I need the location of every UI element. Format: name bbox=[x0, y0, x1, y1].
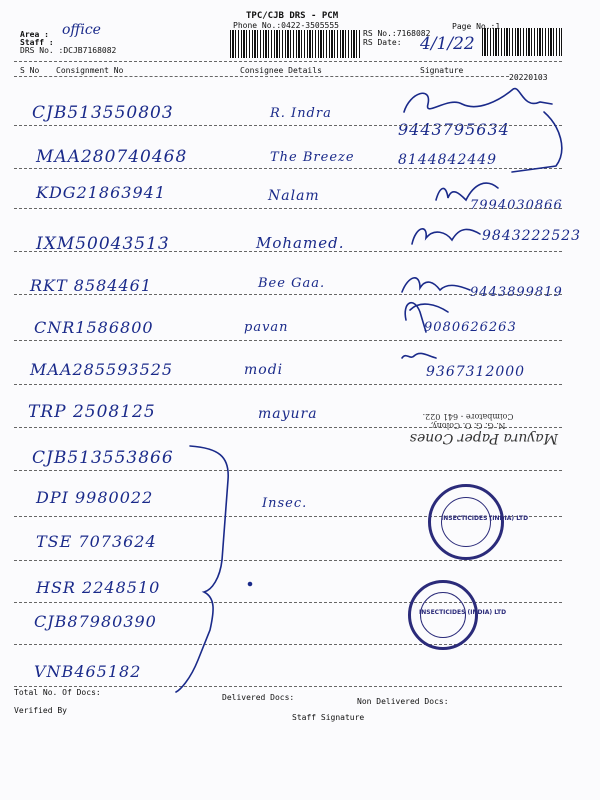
col-sno: S No bbox=[20, 66, 40, 75]
consignment-number: CNR1586800 bbox=[34, 318, 154, 337]
ink-dot bbox=[249, 583, 252, 586]
consignment-number: TRP 2508125 bbox=[28, 402, 156, 422]
col-consignment: Consignment No bbox=[56, 66, 124, 75]
consignment-number: RKT 8584461 bbox=[30, 276, 153, 295]
verified-by-label: Verified By bbox=[14, 706, 67, 715]
phone-number: Phone No.:0422-3505555 bbox=[233, 21, 339, 30]
consignment-number: TSE 7073624 bbox=[36, 532, 157, 551]
rs-date-label: RS Date: bbox=[363, 38, 402, 47]
receiver-phone: 9443899819 bbox=[470, 285, 563, 300]
date-stamp: 20220103 bbox=[509, 73, 548, 82]
receiver-phone: 9367312000 bbox=[426, 364, 526, 380]
consignment-number: CJB87980390 bbox=[34, 612, 157, 631]
consignee-name: The Breeze bbox=[270, 150, 355, 165]
signature-mark bbox=[512, 112, 562, 172]
document-title: TPC/CJB DRS - PCM bbox=[246, 11, 339, 21]
company-seal: INSECTICIDES (INDIA) LTD bbox=[408, 580, 478, 650]
receiver-phone: 9080626263 bbox=[424, 320, 517, 335]
non-delivered-docs-label: Non Delivered Docs: bbox=[357, 697, 449, 706]
staff-label: Staff : bbox=[20, 38, 54, 47]
consignee-name: modi bbox=[244, 362, 284, 378]
staff-signature-label: Staff Signature bbox=[292, 713, 365, 722]
total-docs-label: Total No. Of Docs: bbox=[14, 688, 101, 697]
signature-mark bbox=[436, 183, 498, 200]
consignee-name: pavan bbox=[244, 320, 289, 335]
receiver-phone: 9843222523 bbox=[482, 228, 582, 244]
consignee-name: Mohamed. bbox=[256, 234, 345, 252]
consignment-number: MAA280740468 bbox=[36, 147, 188, 167]
area-value: office bbox=[62, 22, 101, 38]
consignee-name: Insec. bbox=[262, 496, 308, 511]
receiver-phone: 9443795634 bbox=[398, 120, 510, 139]
delivered-docs-label: Delivered Docs: bbox=[222, 693, 295, 702]
consignment-number: MAA285593525 bbox=[30, 360, 174, 379]
col-consignee: Consignee Details bbox=[240, 66, 322, 75]
consignee-name: Bee Gaa. bbox=[258, 276, 326, 291]
signature-mark bbox=[405, 303, 448, 332]
rs-number: RS No.:7168082 bbox=[363, 29, 431, 38]
consignment-number: IXM50043513 bbox=[36, 234, 170, 254]
consignee-name: Nalam bbox=[268, 188, 320, 204]
consignment-number: HSR 2248510 bbox=[36, 578, 161, 597]
rs-date-value: 4/1/22 bbox=[420, 34, 475, 54]
signature-mark bbox=[402, 353, 436, 358]
col-signature: Signature bbox=[420, 66, 464, 75]
receiver-phone: 8144842449 bbox=[398, 152, 498, 168]
consignment-number: DPI 9980022 bbox=[36, 488, 154, 507]
drs-number: DRS No. :DCJB7168082 bbox=[20, 46, 117, 55]
consignee-name: R. Indra bbox=[270, 106, 332, 121]
consignment-number: KDG21863941 bbox=[36, 183, 166, 202]
consignment-number: CJB513553866 bbox=[32, 448, 174, 468]
consignee-name: mayura bbox=[258, 406, 318, 422]
consignment-number: CJB513550803 bbox=[32, 103, 174, 123]
area-label: Area : bbox=[20, 30, 49, 39]
consignment-number: VNB465182 bbox=[34, 662, 142, 681]
company-stamp: Mayura Paper Cones N. G. G. O. Colony, Coimbatore - 641 022. bbox=[409, 412, 558, 446]
signature-mark bbox=[412, 229, 480, 244]
company-seal: INSECTICIDES (INDIA) LTD bbox=[428, 484, 504, 560]
signature-mark bbox=[402, 278, 470, 292]
grouping-bracket bbox=[176, 446, 228, 692]
receiver-phone: 7994030866 bbox=[470, 198, 563, 213]
page-number: Page No.:1 bbox=[452, 22, 501, 31]
signature-mark bbox=[404, 89, 552, 112]
